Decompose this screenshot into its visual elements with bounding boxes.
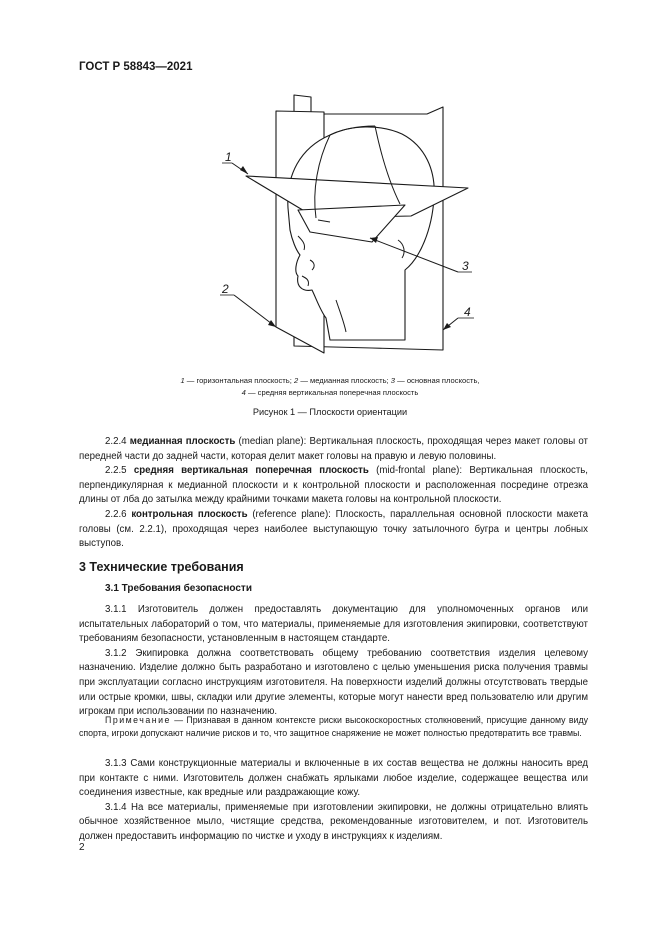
label-2: 2 <box>222 282 229 296</box>
section-3-title: 3 Технические требования <box>79 560 244 574</box>
definitions-block <box>79 435 588 552</box>
paragraph-3-1-3: 3.1.3 Сами конструкционные материалы и включенные в их состав вещества не должны наносить вред при контакте с ними. Изготовитель должен снабжать ярлыками любое изделие, содержащее вещества или соединения известные, как вредные или раздражающие кожу. <box>79 758 588 799</box>
figure-title: Рисунок 1 — Плоскости ориентации <box>252 407 408 417</box>
paragraph-3-1-1: 3.1.1 Изготовитель должен предоставлять документацию для уполномоченных органов или испытательных лабораторий о том, что материалы, применяемые для изготовления экипировки, соответствуют требованиям безопасности, установленным в настоящем стандарте. <box>79 604 588 645</box>
document-header: ГОСТ Р 58843—2021 <box>79 61 193 73</box>
definition-2-2-4: 2.2.4 медианная плоскость (median plane): Вертикальная плоскость, проходящая через макет головы от передней части до задней части, которая делит макет головы на правую и левую половины. <box>79 436 588 462</box>
figure-legend-line-1: 1 — горизонтальная плоскость; 2 — медианная плоскость; 3 — основная плоскость, <box>180 376 480 385</box>
definition-2-2-5: 2.2.5 средняя вертикальная поперечная плоскость (mid-frontal plane): Вертикальная плоскость, перпендикулярная к медианной плоскости и к контрольной плоскости и расположенная посредине отрезка длины от лба до затылка между крайними точками макета головы на контрольной плоскости. <box>79 465 588 506</box>
page-number: 2 <box>79 842 85 853</box>
figure-orientation-planes <box>175 90 495 368</box>
note-text: — Признавая в данном контексте риски высокоскоростных столкновений, присущие данному виду спорта, игроки допускают наличие рисков и то, что защитное снаряжение не может полностью предотвратить все травмы. <box>79 715 588 739</box>
section-3-1-body-continued <box>79 757 588 845</box>
paragraph-3-1-2: 3.1.2 Экипировка должна соответствовать общему требованию соответствия изделия целевому назначению. Изделие должно быть разработано и изготовлено с целью уменьшения риска получения травмы при эксплуатации согласно инструкциям изготовителя. На поверхности изделий должны отсутствовать твердые или острые кромки, швы, складки или другие элементы, которые могут нанести вред пользователю или другим игрокам при использовании по назначению. <box>79 647 588 718</box>
section-3-1-body <box>79 603 588 720</box>
paragraph-3-1-4: 3.1.4 На все материалы, применяемые при изготовлении экипировки, не должны отрицательно влиять обычное хозяйственное мыло, чистящие средства, рекомендованные изготовителем, и пот. Изготовитель должен предоставить информацию по чистке и уходу в инструкциях к изделиям. <box>79 801 588 842</box>
label-3: 3 <box>462 259 469 273</box>
note-label: Примечание <box>105 715 171 725</box>
definition-2-2-6: 2.2.6 контрольная плоскость (reference plane): Плоскость, параллельная основной плоскости макета головы (см. 2.2.1), проходящая через наиболее выступающую точку затылочного бугра и центры лобных выступов. <box>79 508 588 550</box>
subsection-3-1-title: 3.1 Требования безопасности <box>105 583 252 594</box>
label-4: 4 <box>464 305 471 319</box>
figure-legend-line-2: 4 — средняя вертикальная поперечная плоскость <box>241 388 419 397</box>
note-block <box>79 714 588 740</box>
label-1: 1 <box>225 150 232 164</box>
